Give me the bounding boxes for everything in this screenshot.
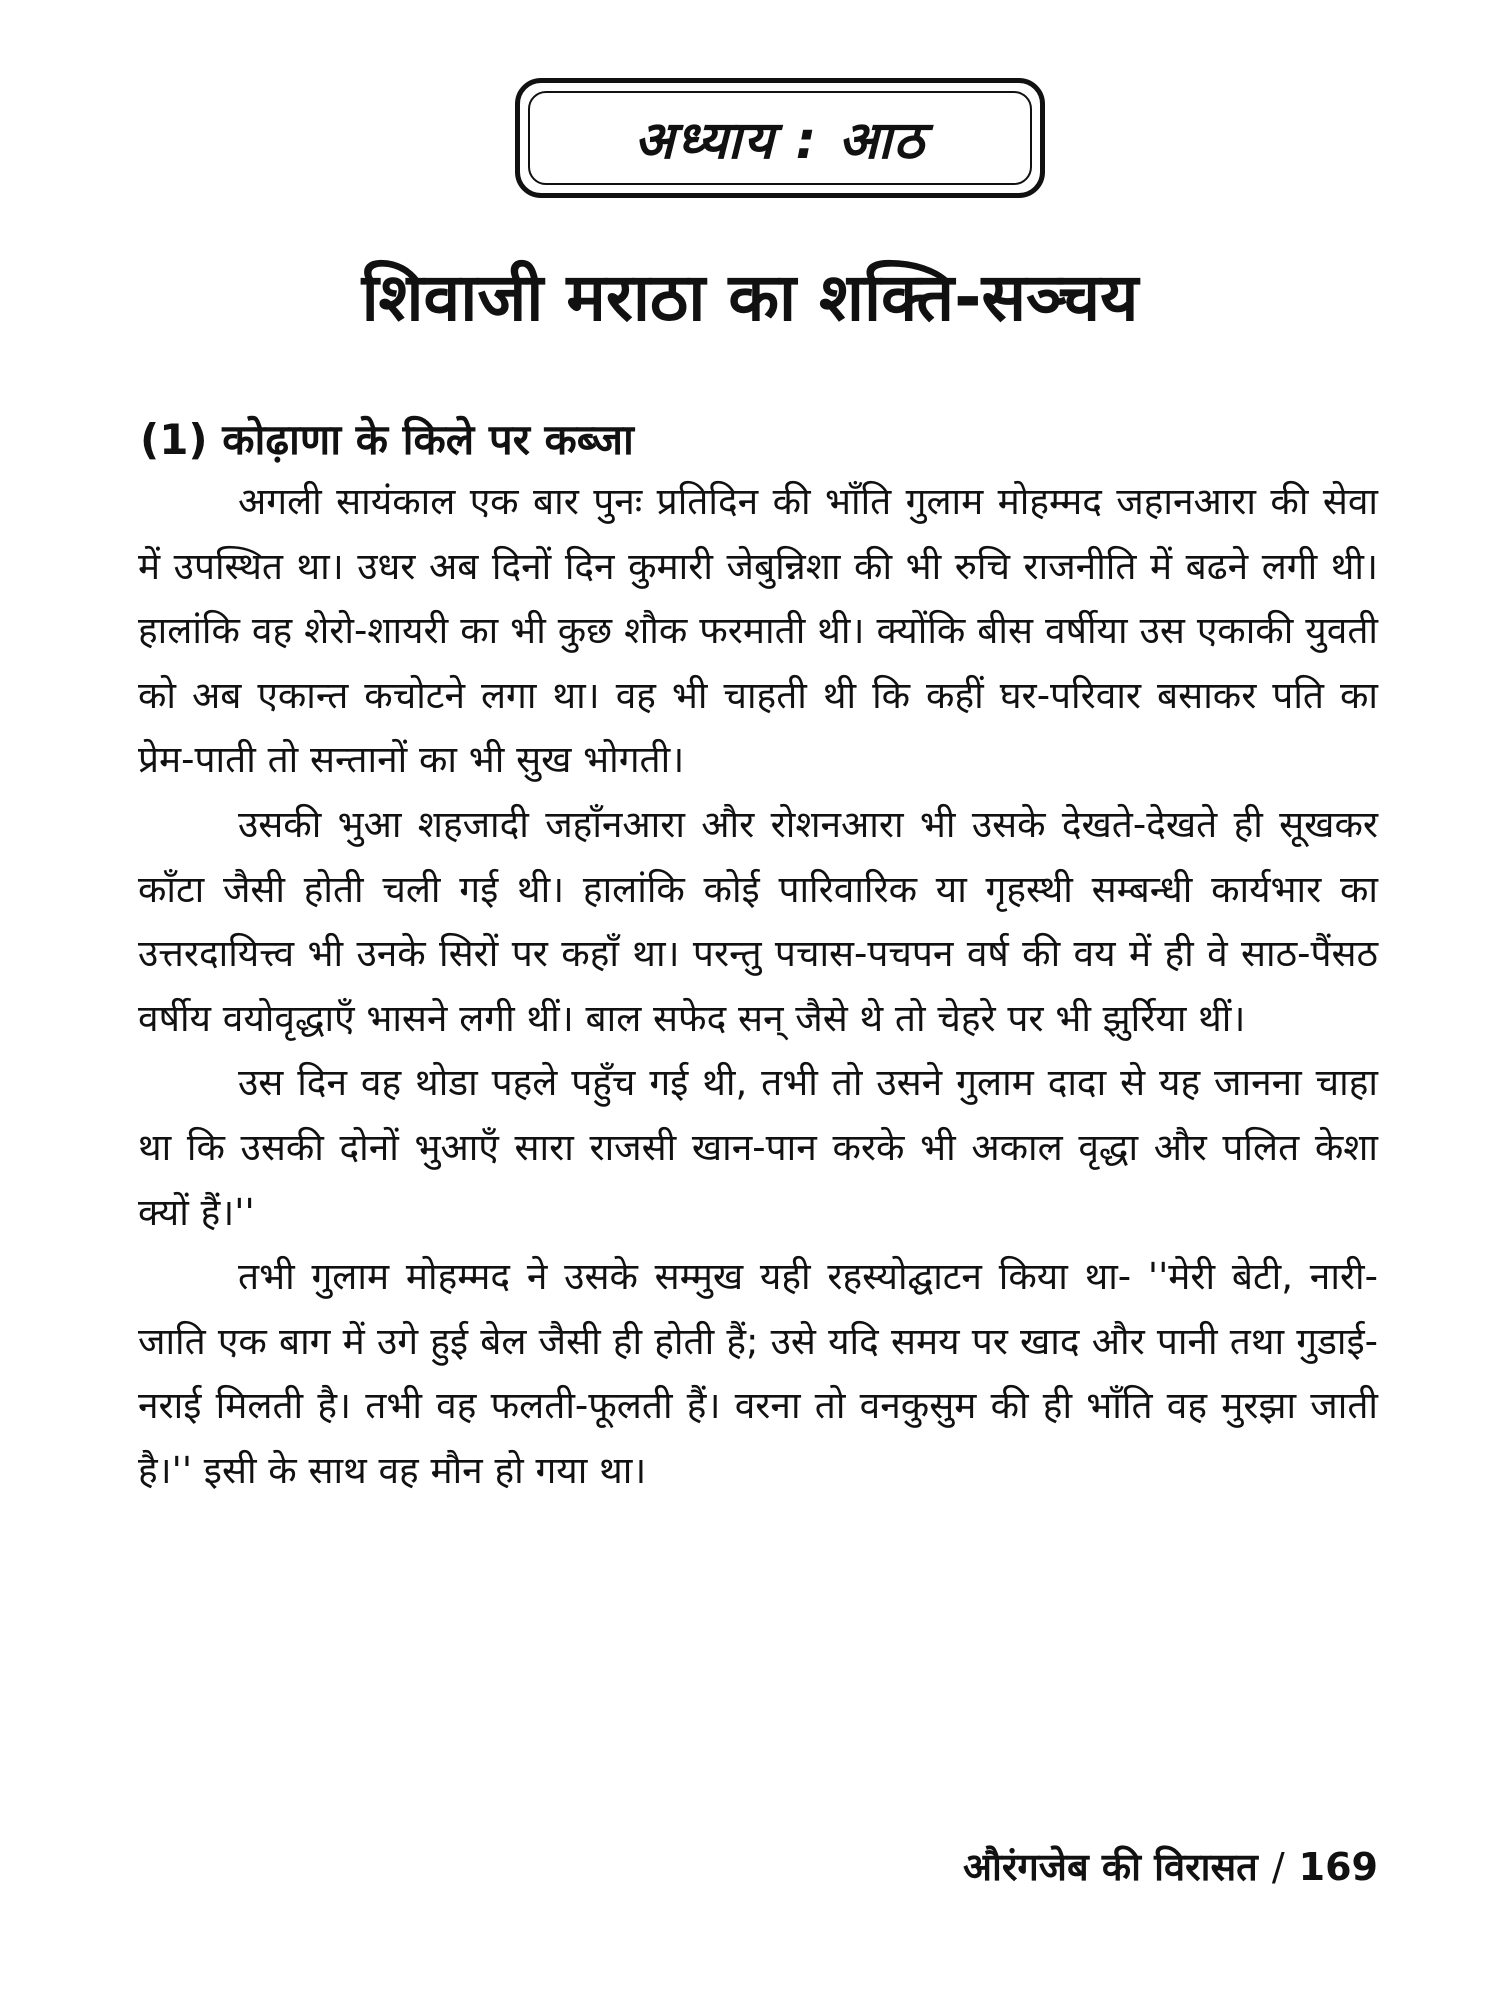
paragraph: उसकी भुआ शहजादी जहाँनआरा और रोशनआरा भी उसके देखते-देखते ही सूखकर काँटा जैसी होती चली गई थी। हालांकि कोई पारिवारिक या गृहस्थी सम्बन्धी कार्यभार का उत्तरदायित्त्व भी उनके सिरों पर कहाँ था। परन्तु पचास-पचपन वर्ष की वय में ही वे साठ-पैंसठ वर्षीय वयोवृद्धाएँ भासने लगी थीं। बाल सफेद सन् जैसे थे तो चेहरे पर भी झुर्रिया थीं। (138, 802, 1378, 1040)
chapter-label-box-inner (528, 91, 1032, 185)
footer-separator: / (1271, 1845, 1285, 1889)
section-heading: (1) कोढ़ाणा के किले पर कब्जा (140, 415, 634, 464)
chapter-label: अध्याय : आठ (634, 110, 926, 171)
page-number: 169 (1298, 1845, 1378, 1889)
footer-book-title: औरंगजेब की विरासत (962, 1845, 1258, 1889)
paragraph: अगली सायंकाल एक बार पुनः प्रतिदिन की भाँति गुलाम मोहम्मद जहानआरा की सेवा में उपस्थित था। उधर अब दिनों दिन कुमारी जेबुन्निशा की भी रुचि राजनीति में बढने लगी थी। हालांकि वह शेरो-शायरी का भी कुछ शौक फरमाती थी। क्योंकि बीस वर्षीया उस एकाकी युवती को अब एकान्त कचोटने लगा था। वह भी चाहती थी कि कहीं घर-परिवार बसाकर पति का प्रेम-पाती तो सन्तानों का भी सुख भोगती। (138, 480, 1378, 782)
paragraph: उस दिन वह थोडा पहले पहुँच गई थी, तभी तो उसने गुलाम दादा से यह जानना चाहा था कि उसकी दोनों भुआएँ सारा राजसी खान-पान करके भी अकाल वृद्धा और पलित केशा क्यों हैं।'' (138, 1061, 1378, 1234)
page-footer (963, 1840, 1378, 1892)
chapter-label-box (515, 78, 1045, 198)
body-text (138, 470, 1378, 1504)
chapter-title: शिवाजी मराठा का शक्ति-सञ्चय (361, 259, 1139, 336)
paragraph: तभी गुलाम मोहम्मद ने उसके सम्मुख यही रहस्योद्घाटन किया था- ''मेरी बेटी, नारी-जाति एक बाग में उगे हुई बेल जैसी ही होती हैं; उसे यदि समय पर खाद और पानी तथा गुडाई-नराई मिलती है। तभी वह फलती-फूलती हैं। वरना तो वनकुसुम की ही भाँति वह मुरझा जाती है।'' इसी के साथ वह मौन हो गया था। (138, 1255, 1378, 1492)
